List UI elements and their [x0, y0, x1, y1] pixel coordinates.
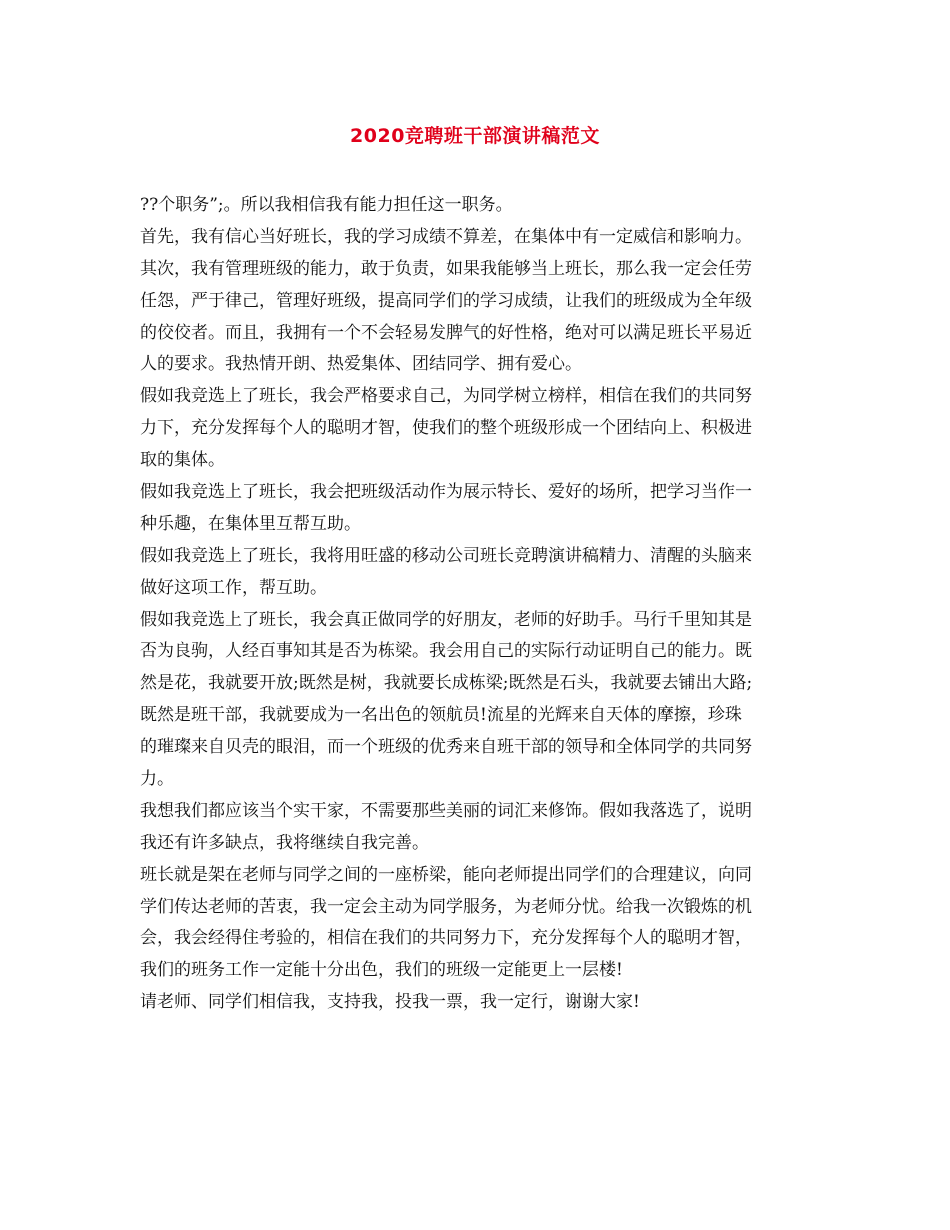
- body-line: 我想我们都应该当个实干家，不需要那些美丽的词汇来修饰。假如我落选了，说明: [140, 800, 752, 821]
- body-line: 假如我竞选上了班长，我会把班级活动作为展示特长、爱好的场所，把学习当作一: [140, 482, 752, 503]
- body-line: 假如我竞选上了班长，我会严格要求自己，为同学树立榜样，相信在我们的共同努: [140, 386, 752, 407]
- document-title: 2020竞聘班干部演讲稿范文: [350, 125, 600, 147]
- body-line: 既然是班干部，我就要成为一名出色的领航员!流星的光辉来自天体的摩擦，珍珠: [140, 705, 742, 726]
- body-line: 会，我会经得住考验的，相信在我们的共同努力下，充分发挥每个人的聪明才智，: [140, 928, 752, 949]
- body-line: 否为良驹，人经百事知其是否为栋梁。我会用自己的实际行动证明自己的能力。既: [140, 641, 752, 662]
- body-line: 力下，充分发挥每个人的聪明才智，使我们的整个班级形成一个团结向上、积极进: [140, 418, 752, 439]
- body-line: 种乐趣，在集体里互帮互助。: [140, 513, 361, 534]
- body-line: 的佼佼者。而且，我拥有一个不会轻易发脾气的好性格，绝对可以满足班长平易近: [140, 322, 752, 343]
- body-line: 假如我竞选上了班长，我会真正做同学的好朋友，老师的好助手。马行千里知其是: [140, 609, 752, 630]
- body-line: 请老师、同学们相信我，支持我，投我一票，我一定行，谢谢大家!: [140, 992, 640, 1013]
- body-line: 我还有许多缺点，我将继续自我完善。: [140, 832, 429, 853]
- body-line: 的璀璨来自贝壳的眼泪，而一个班级的优秀来自班干部的领导和全体同学的共同努: [140, 737, 752, 758]
- body-line: 首先，我有信心当好班长，我的学习成绩不算差，在集体中有一定威信和影响力。: [140, 226, 752, 247]
- body-line: 人的要求。我热情开朗、热爱集体、团结同学、拥有爱心。: [140, 354, 582, 375]
- body-line: 做好这项工作，帮互助。: [140, 577, 327, 598]
- body-line: ??个职务”;。所以我相信我有能力担任这一职务。: [140, 195, 513, 215]
- body-line: 任怨，严于律己，管理好班级，提高同学们的学习成绩，让我们的班级成为全年级: [140, 290, 752, 311]
- body-line: 取的集体。: [140, 450, 225, 471]
- body-line: 然是花，我就要开放;既然是树，我就要长成栋梁;既然是石头，我就要去铺出大路;: [140, 673, 753, 694]
- body-line: 我们的班务工作一定能十分出色，我们的班级一定能更上一层楼!: [140, 960, 623, 981]
- body-line: 学们传达老师的苦衷，我一定会主动为同学服务，为老师分忧。给我一次锻炼的机: [140, 896, 752, 917]
- body-line: 力。: [140, 769, 174, 790]
- document-body: [140, 190, 815, 1019]
- body-line: 假如我竞选上了班长，我将用旺盛的移动公司班长竞聘演讲稿精力、清醒的头脑来: [140, 545, 752, 566]
- body-line: 其次，我有管理班级的能力，敢于负责，如果我能够当上班长，那么我一定会任劳: [140, 258, 752, 279]
- body-line: 班长就是架在老师与同学之间的一座桥梁，能向老师提出同学们的合理建议，向同: [140, 864, 752, 885]
